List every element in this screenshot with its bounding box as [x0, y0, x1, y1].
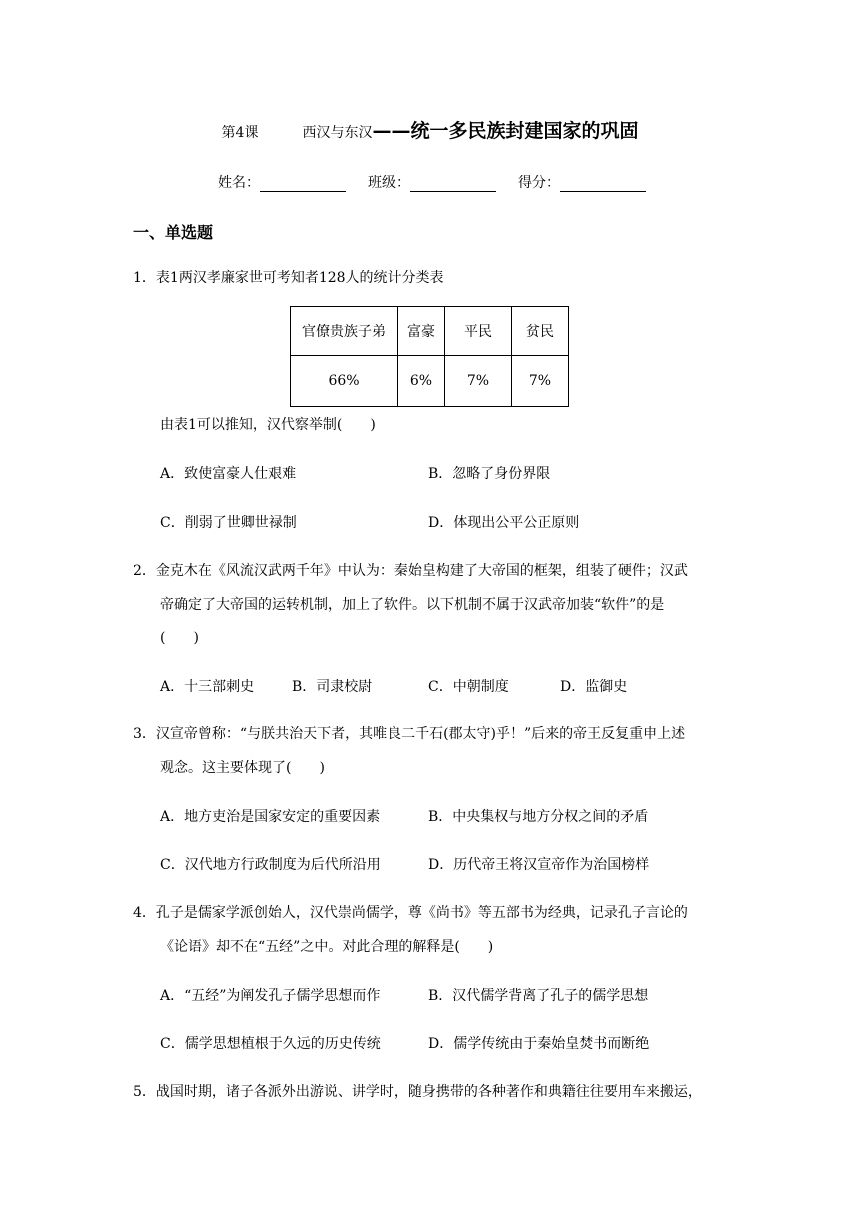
question-4-option-b[interactable]: B．汉代儒学背离了孔子的儒学思想	[428, 988, 649, 1004]
question-2-option-b[interactable]: B．司隶校尉	[292, 679, 373, 695]
question-3-option-b[interactable]: B．中央集权与地方分权之间的矛盾	[428, 809, 649, 825]
class-blank[interactable]	[410, 177, 496, 192]
lesson-number: 第4课	[221, 125, 259, 141]
table-header-cell: 富豪	[398, 307, 445, 356]
page-title	[0, 116, 860, 143]
table-value-cell: 6%	[398, 356, 445, 407]
name-blank[interactable]	[260, 177, 346, 192]
table-header-cell: 贫民	[512, 307, 569, 356]
question-3-option-d[interactable]: D．历代帝王将汉宣帝作为治国榜样	[428, 857, 650, 873]
question-3-option-c[interactable]: C．汉代地方行政制度为后代所沿用	[160, 857, 381, 873]
table-value-cell: 7%	[445, 356, 512, 407]
question-1-option-d[interactable]: D．体现出公平公正原则	[428, 515, 580, 531]
question-4-option-a[interactable]: A．“五经”为阐发孔子儒学思想而作	[160, 988, 381, 1004]
question-1-option-b[interactable]: B．忽略了身份界限	[428, 466, 551, 482]
table-header-cell: 平民	[445, 307, 512, 356]
score-label: 得分：	[518, 175, 560, 191]
table-value-cell: 7%	[512, 356, 569, 407]
question-2-option-a[interactable]: A．十三部刺史	[160, 679, 255, 695]
question-5-stem-line-1: 5．战国时期，诸子各派外出游说、讲学时，随身携带的各种著作和典籍往往要用车来搬运，	[133, 1084, 702, 1100]
question-3-option-a[interactable]: A．地方吏治是国家安定的重要因素	[160, 809, 381, 825]
table-value-row	[291, 356, 569, 407]
table-header-row	[291, 307, 569, 356]
question-1-option-c[interactable]: C．削弱了世卿世禄制	[160, 515, 297, 531]
name-label: 姓名：	[218, 175, 260, 191]
lesson-subtitle: 西汉与东汉	[302, 125, 373, 141]
question-3-stem-line-2: 观念。这主要体现了( )	[160, 760, 325, 776]
question-3-stem-line-1: 3．汉宣帝曾称：“与朕共治天下者，其唯良二千石(郡太守)乎！”后来的帝王反复重申上述	[133, 726, 686, 742]
score-blank[interactable]	[560, 177, 646, 192]
question-2-stem-line-2: 帝确定了大帝国的运转机制，加上了软件。以下机制不属于汉武帝加装“软件”的是	[160, 597, 665, 613]
statistics-table	[290, 306, 569, 407]
student-info-line	[218, 172, 646, 192]
question-2-option-d[interactable]: D．监御史	[560, 679, 628, 695]
question-2-stem-line-1: 2．金克木在《风流汉武两千年》中认为：秦始皇构建了大帝国的框架，组装了硬件；汉武	[133, 563, 688, 579]
question-2-stem-line-3: ( )	[160, 630, 199, 646]
question-1-followup: 由表1可以推知，汉代察举制( )	[160, 417, 376, 433]
lesson-main-title: ——统一多民族封建国家的巩固	[372, 120, 639, 142]
question-4-stem-line-1: 4．孔子是儒家学派创始人，汉代崇尚儒学，尊《尚书》等五部书为经典，记录孔子言论的	[133, 905, 688, 921]
table-value-cell: 66%	[291, 356, 398, 407]
question-1-stem: 1．表1两汉孝廉家世可考知者128人的统计分类表	[133, 270, 444, 286]
question-4-option-d[interactable]: D．儒学传统由于秦始皇焚书而断绝	[428, 1036, 650, 1052]
question-4-option-c[interactable]: C．儒学思想植根于久远的历史传统	[160, 1036, 381, 1052]
section-title: 一、单选题	[133, 223, 214, 242]
table-header-cell: 官僚贵族子弟	[291, 307, 398, 356]
question-2-option-c[interactable]: C．中朝制度	[428, 679, 509, 695]
question-1-option-a[interactable]: A．致使富豪人仕艰难	[160, 466, 297, 482]
class-label: 班级：	[368, 175, 410, 191]
question-4-stem-line-2: 《论语》却不在“五经”之中。对此合理的解释是( )	[160, 939, 494, 955]
